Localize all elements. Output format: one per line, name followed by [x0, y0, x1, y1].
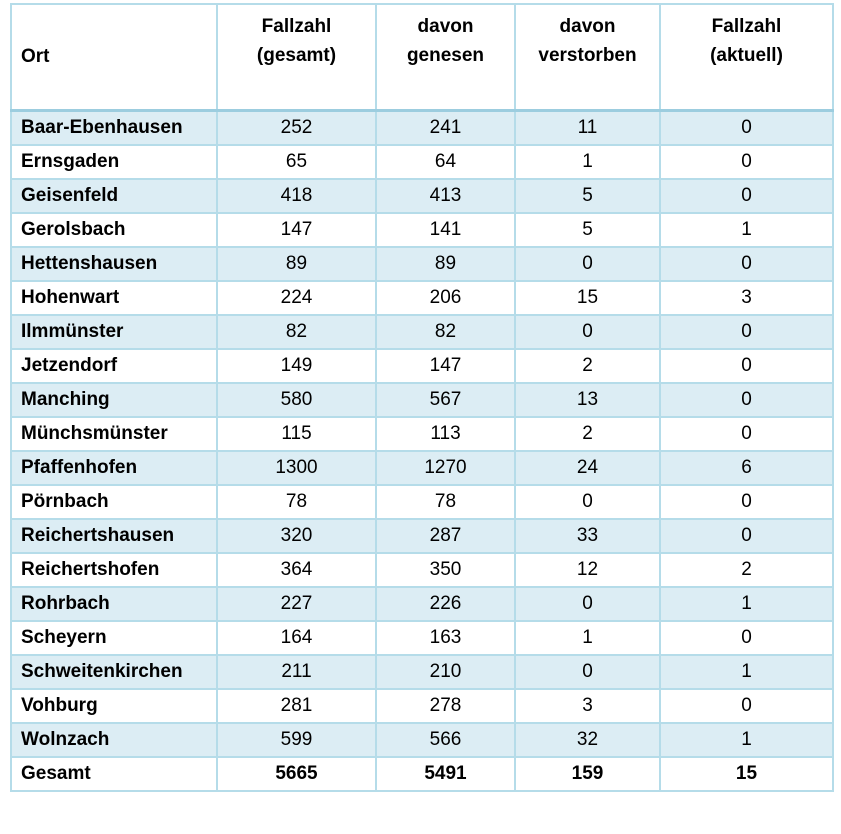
value-cell: 115	[217, 417, 376, 451]
value-cell: 113	[376, 417, 515, 451]
fallzahlen-table	[10, 3, 834, 792]
table-body	[11, 111, 833, 792]
value-cell: 2	[660, 553, 833, 587]
value-cell: 78	[217, 485, 376, 519]
value-cell: 82	[217, 315, 376, 349]
value-cell: 580	[217, 383, 376, 417]
value-cell: 15	[660, 757, 833, 791]
value-cell: 0	[660, 485, 833, 519]
table-row	[11, 417, 833, 451]
value-cell: 0	[660, 689, 833, 723]
value-cell: 281	[217, 689, 376, 723]
value-cell: 32	[515, 723, 660, 757]
table-row	[11, 655, 833, 689]
value-cell: 0	[515, 655, 660, 689]
value-cell: 566	[376, 723, 515, 757]
value-cell: 0	[660, 621, 833, 655]
value-cell: 0	[660, 519, 833, 553]
value-cell: 350	[376, 553, 515, 587]
ort-cell: Wolnzach	[11, 723, 217, 757]
ort-cell: Gesamt	[11, 757, 217, 791]
table-row	[11, 689, 833, 723]
table-row	[11, 553, 833, 587]
table-header-row	[11, 4, 833, 111]
value-cell: 0	[660, 179, 833, 213]
value-cell: 5	[515, 179, 660, 213]
value-cell: 5	[515, 213, 660, 247]
column-header-label-line2: (gesamt)	[256, 45, 337, 66]
value-cell: 0	[660, 145, 833, 179]
column-header-label-line1: Fallzahl	[261, 16, 332, 37]
value-cell: 0	[515, 315, 660, 349]
ort-cell: Jetzendorf	[11, 349, 217, 383]
value-cell: 211	[217, 655, 376, 689]
ort-cell: Schweitenkirchen	[11, 655, 217, 689]
column-header-label-line1: davon	[559, 16, 616, 37]
table-row	[11, 621, 833, 655]
value-cell: 413	[376, 179, 515, 213]
column-header-fallzahl-gesamt	[217, 4, 376, 111]
value-cell: 6	[660, 451, 833, 485]
value-cell: 0	[660, 349, 833, 383]
value-cell: 0	[515, 485, 660, 519]
table-row	[11, 349, 833, 383]
value-cell: 0	[660, 383, 833, 417]
ort-cell: Rohrbach	[11, 587, 217, 621]
table-row	[11, 145, 833, 179]
value-cell: 3	[515, 689, 660, 723]
value-cell: 1	[660, 213, 833, 247]
ort-cell: Gerolsbach	[11, 213, 217, 247]
value-cell: 226	[376, 587, 515, 621]
value-cell: 78	[376, 485, 515, 519]
value-cell: 5491	[376, 757, 515, 791]
table-row	[11, 315, 833, 349]
table-row	[11, 519, 833, 553]
table-row	[11, 179, 833, 213]
value-cell: 164	[217, 621, 376, 655]
value-cell: 13	[515, 383, 660, 417]
value-cell: 224	[217, 281, 376, 315]
ort-cell: Hettenshausen	[11, 247, 217, 281]
value-cell: 64	[376, 145, 515, 179]
table-row	[11, 111, 833, 146]
value-cell: 89	[217, 247, 376, 281]
value-cell: 82	[376, 315, 515, 349]
value-cell: 206	[376, 281, 515, 315]
column-header-label: Ort	[21, 46, 50, 67]
table-row	[11, 281, 833, 315]
value-cell: 33	[515, 519, 660, 553]
value-cell: 11	[515, 111, 660, 146]
value-cell: 147	[376, 349, 515, 383]
ort-cell: Baar-Ebenhausen	[11, 111, 217, 146]
ort-cell: Scheyern	[11, 621, 217, 655]
table-row	[11, 723, 833, 757]
ort-cell: Reichertshausen	[11, 519, 217, 553]
value-cell: 241	[376, 111, 515, 146]
value-cell: 287	[376, 519, 515, 553]
ort-cell: Manching	[11, 383, 217, 417]
ort-cell: Ernsgaden	[11, 145, 217, 179]
ort-cell: Hohenwart	[11, 281, 217, 315]
column-header-label-line2: (aktuell)	[710, 45, 783, 66]
ort-cell: Vohburg	[11, 689, 217, 723]
ort-cell: Pfaffenhofen	[11, 451, 217, 485]
value-cell: 15	[515, 281, 660, 315]
table-row	[11, 213, 833, 247]
value-cell: 147	[217, 213, 376, 247]
ort-cell: Reichertshofen	[11, 553, 217, 587]
value-cell: 1	[515, 145, 660, 179]
column-header-davon-verstorben	[515, 4, 660, 111]
value-cell: 89	[376, 247, 515, 281]
value-cell: 12	[515, 553, 660, 587]
value-cell: 1270	[376, 451, 515, 485]
ort-cell: Pörnbach	[11, 485, 217, 519]
value-cell: 24	[515, 451, 660, 485]
value-cell: 0	[660, 247, 833, 281]
column-header-label-line2: genesen	[406, 45, 485, 66]
value-cell: 2	[515, 349, 660, 383]
column-header-label-line1: Fallzahl	[711, 16, 782, 37]
value-cell: 163	[376, 621, 515, 655]
value-cell: 141	[376, 213, 515, 247]
column-header-fallzahl-aktuell	[660, 4, 833, 111]
value-cell: 278	[376, 689, 515, 723]
ort-cell: Münchsmünster	[11, 417, 217, 451]
value-cell: 1	[515, 621, 660, 655]
value-cell: 210	[376, 655, 515, 689]
ort-cell: Geisenfeld	[11, 179, 217, 213]
table-row	[11, 587, 833, 621]
value-cell: 1300	[217, 451, 376, 485]
value-cell: 567	[376, 383, 515, 417]
value-cell: 2	[515, 417, 660, 451]
value-cell: 1	[660, 723, 833, 757]
value-cell: 0	[660, 417, 833, 451]
total-row	[11, 757, 833, 791]
value-cell: 0	[660, 315, 833, 349]
value-cell: 0	[515, 247, 660, 281]
value-cell: 364	[217, 553, 376, 587]
table-row	[11, 383, 833, 417]
value-cell: 3	[660, 281, 833, 315]
ort-cell: Ilmmünster	[11, 315, 217, 349]
value-cell: 0	[515, 587, 660, 621]
value-cell: 252	[217, 111, 376, 146]
table-row	[11, 451, 833, 485]
column-header-label-line2: verstorben	[538, 45, 637, 66]
value-cell: 599	[217, 723, 376, 757]
value-cell: 0	[660, 111, 833, 146]
value-cell: 1	[660, 655, 833, 689]
value-cell: 320	[217, 519, 376, 553]
value-cell: 159	[515, 757, 660, 791]
value-cell: 418	[217, 179, 376, 213]
table-row	[11, 485, 833, 519]
value-cell: 65	[217, 145, 376, 179]
value-cell: 5665	[217, 757, 376, 791]
value-cell: 149	[217, 349, 376, 383]
value-cell: 227	[217, 587, 376, 621]
column-header-davon-genesen	[376, 4, 515, 111]
column-header-label-line1: davon	[417, 16, 474, 37]
value-cell: 1	[660, 587, 833, 621]
table-row	[11, 247, 833, 281]
column-header-ort	[11, 4, 217, 111]
